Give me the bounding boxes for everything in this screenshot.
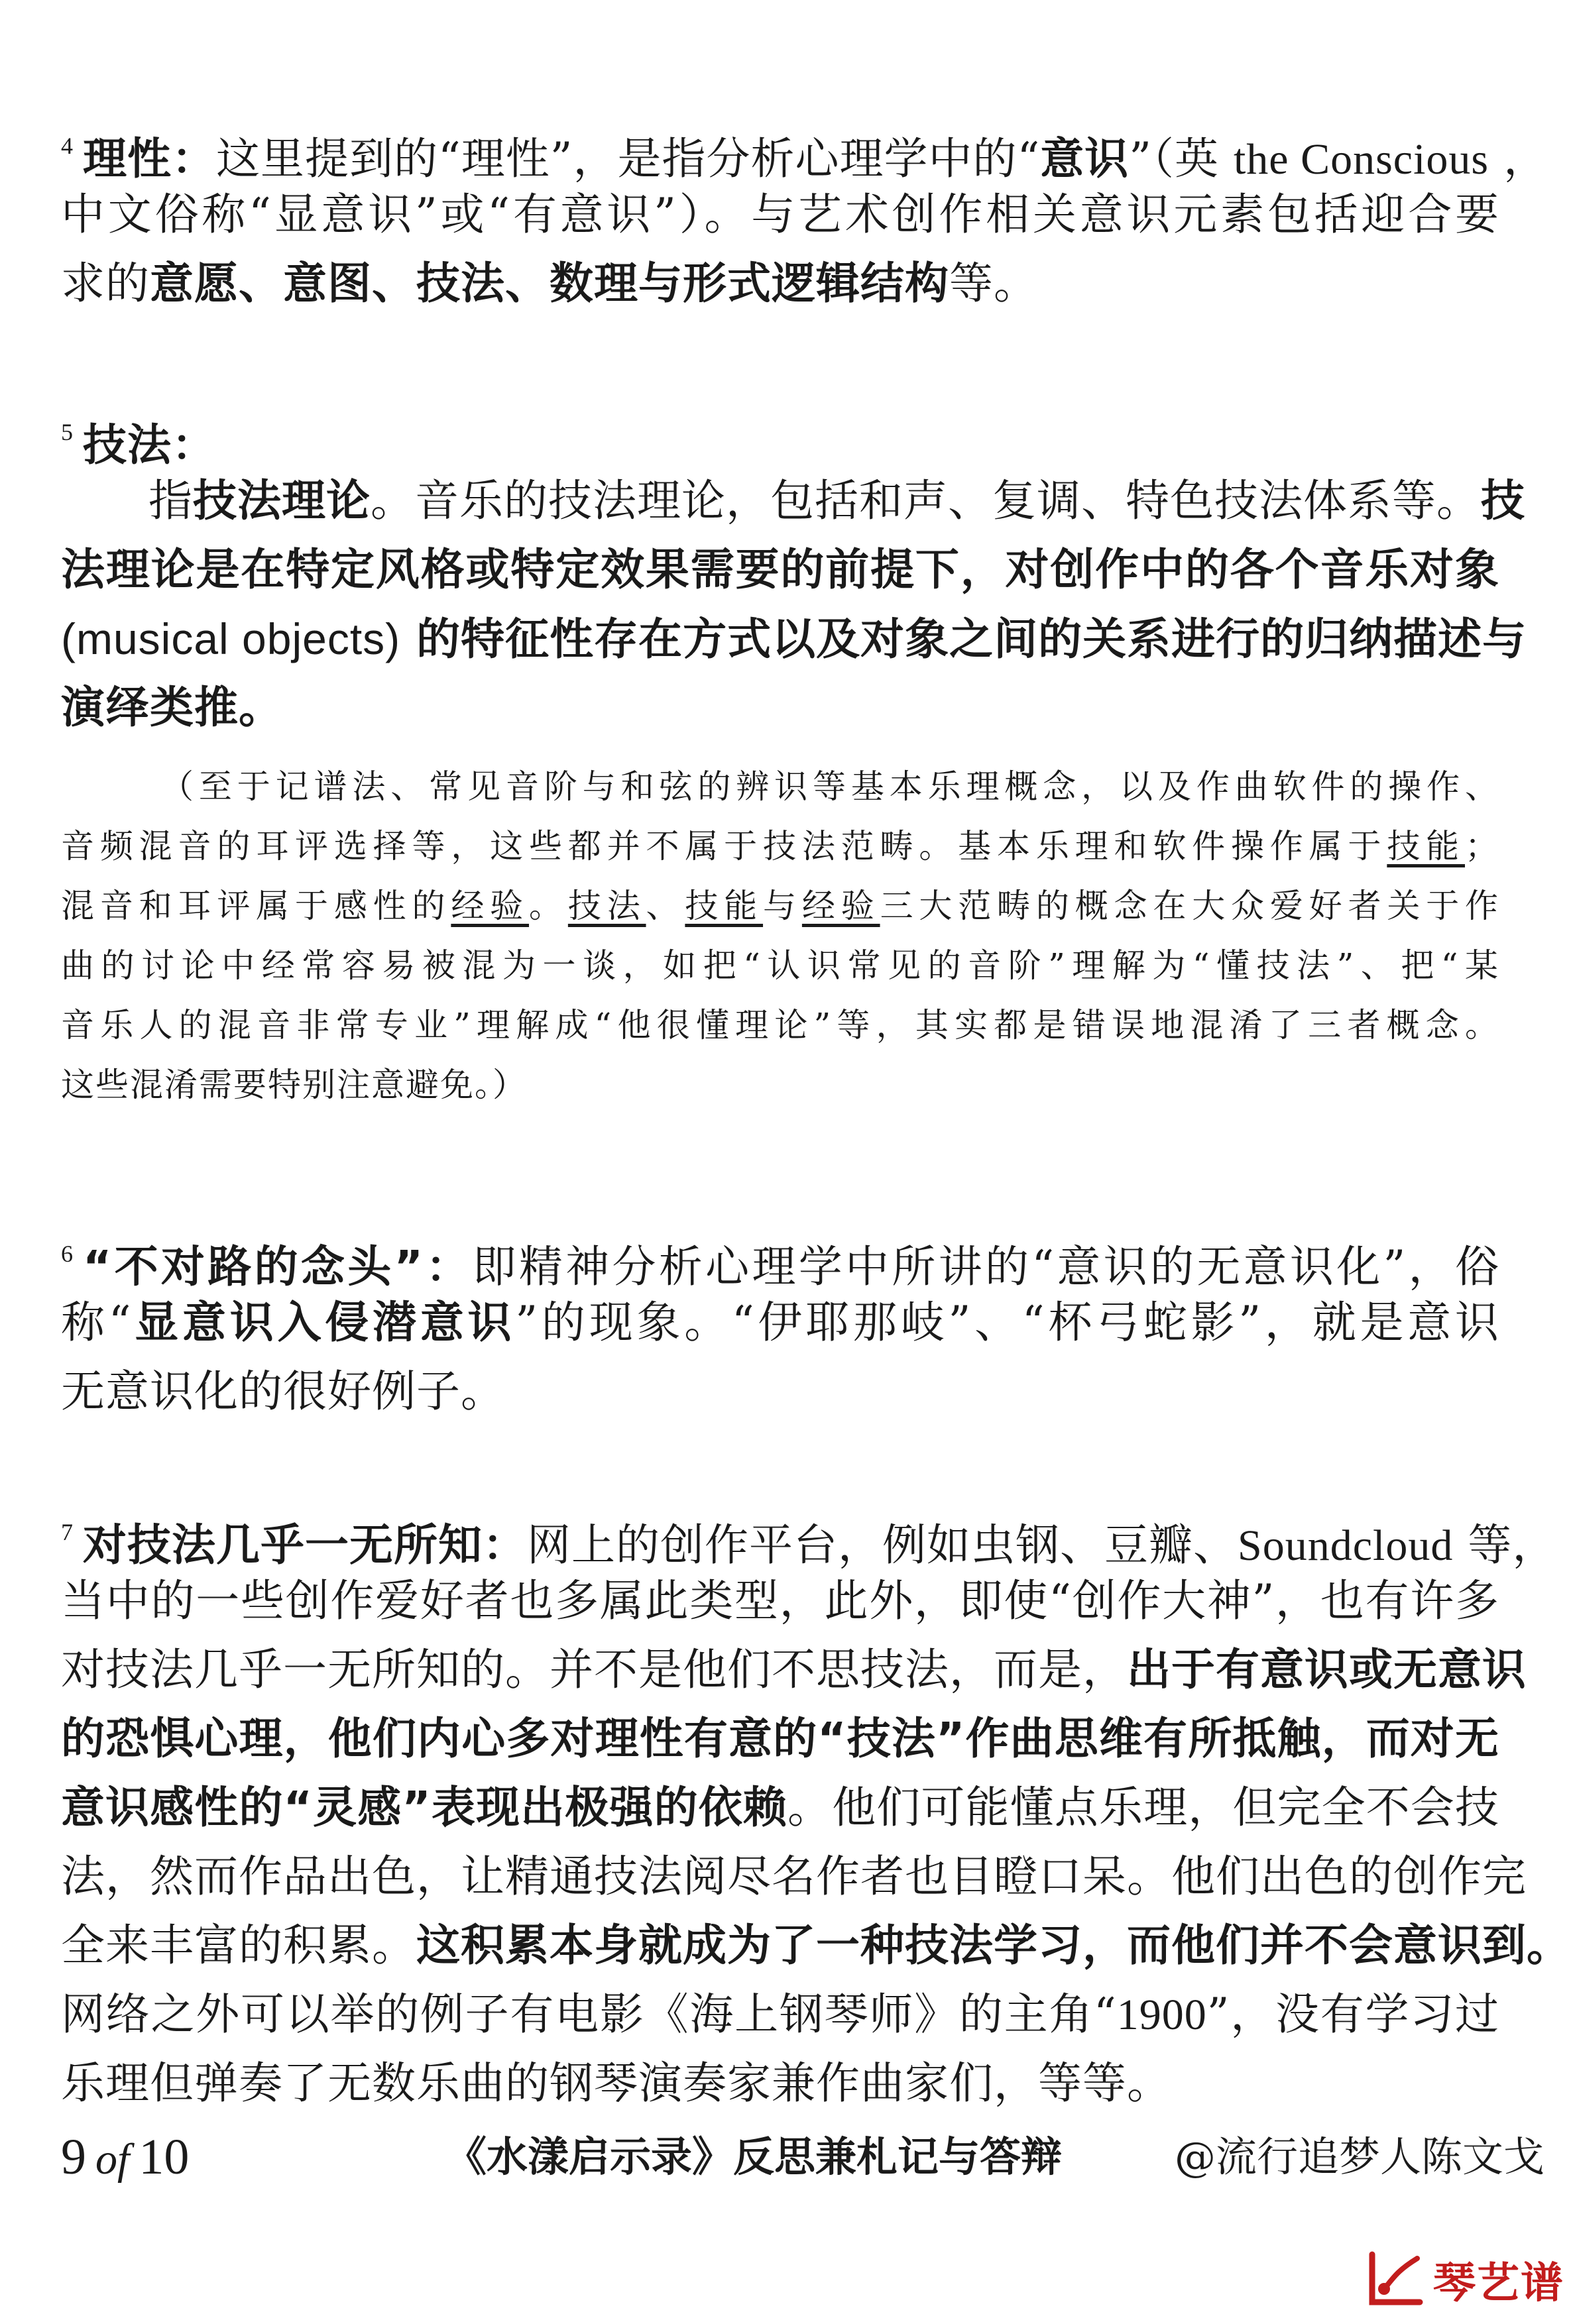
note-line <box>61 467 1525 535</box>
bold-run: 的特征性存在方式以及对象之间的关系进行的归纳描述与 <box>400 614 1527 665</box>
music-note-logo-icon <box>1366 2249 1426 2310</box>
note-line: 法，然而作品出色，让精通技法阅尽名作者也目瞪口呆。他们出色的创作完 <box>61 1851 1527 1902</box>
bold-run: 意识 <box>1040 133 1130 184</box>
note-line: 乐理但弹奏了无数乐曲的钢琴演奏家兼作曲家们，等等。 <box>61 2058 1171 2109</box>
note-line: 中文俗称“显意识”或“有意识”）。与艺术创作相关意识元素包括迎合要 <box>61 189 1499 240</box>
bold-run: 显意识入侵潜意识 <box>131 1297 516 1348</box>
bold-run: 技法理论 <box>193 475 371 526</box>
note-heading-line <box>61 398 1499 470</box>
text-run: 对技法几乎一无所知的。并不是他们不思技法，而是， <box>61 1644 1127 1695</box>
text-run: ， <box>1489 133 1548 184</box>
text-run: 这里提到的“理性”，是指分析心理学中的“ <box>216 133 1041 184</box>
text-run: 即精神分析心理学中所讲的“意识的无意识化”，俗 <box>472 1241 1499 1292</box>
bold-run: 这积累本身就成为了一种技法学习，而他们并不会意识到。 <box>416 1920 1571 1971</box>
page-footer <box>61 2121 1545 2193</box>
aside-parenthetical <box>61 757 1499 1115</box>
footnote-number: 5 <box>61 419 74 445</box>
text-run: 求的 <box>61 258 150 309</box>
term-heading: 技法： <box>83 419 216 470</box>
term-heading: 对技法几乎一无所知： <box>83 1520 527 1571</box>
note-line <box>61 1288 1499 1357</box>
underlined-term: 经验 <box>451 887 530 925</box>
text-run: 网络之外可以举的例子有电影《海上钢琴师》的主角“ <box>61 1989 1117 2040</box>
author-handle: @流行追梦人陈文戈 <box>1175 2132 1545 2181</box>
text-run: 、 <box>646 887 685 925</box>
aside-line <box>61 876 1499 936</box>
footnote-6 <box>61 1219 1499 1426</box>
note-line: 无意识化的很好例子。 <box>61 1366 505 1417</box>
total-pages: 10 <box>139 2129 190 2185</box>
current-page: 9 <box>61 2129 86 2185</box>
note-line <box>61 1635 1527 1704</box>
watermark-text: 琴艺谱 <box>1433 2259 1564 2308</box>
aside-line: 这些混淆需要特别注意避免。） <box>61 1066 527 1104</box>
bold-run: 意愿、意图、技法、数理与形式逻辑结构 <box>150 258 949 309</box>
bold-run: 出于有意识或无意识 <box>1127 1644 1527 1695</box>
underlined-term: 技能 <box>1387 827 1466 865</box>
text-run: 全来丰富的积累。 <box>61 1920 416 1971</box>
footnote-7 <box>61 1498 1571 2118</box>
text-run: 与 <box>763 887 802 925</box>
aside-line: 曲的讨论中经常容易被混为一谈，如把“认识常见的音阶”理解为“懂技法”、把“某 <box>61 946 1499 985</box>
latin-run: the Conscious <box>1233 135 1489 184</box>
bold-run: 技 <box>1481 475 1525 526</box>
note-line <box>61 1773 1499 1842</box>
text-run: ”（英 <box>1129 133 1234 184</box>
footnote-number: 6 <box>61 1241 74 1267</box>
aside-line: 音乐人的混音非常专业”理解成“他很懂理论”等，其实都是错误地混淆了三者概念。 <box>61 1006 1499 1044</box>
note-line: 的恐惧心理，他们内心多对理性有意的“技法”作曲思维有所抵触，而对无 <box>61 1713 1499 1764</box>
aside-line: （至于记谱法、常见音阶与和弦的辨识等基本乐理概念，以及作曲软件的操作、 <box>160 767 1499 806</box>
latin-run: Soundcloud <box>1238 1522 1454 1570</box>
page-number <box>61 2121 189 2196</box>
note-line <box>61 1219 1499 1292</box>
footnote-number: 7 <box>61 1519 74 1545</box>
underlined-term: 技能 <box>685 887 764 925</box>
note-line <box>61 111 1548 184</box>
site-watermark <box>1366 2246 1564 2313</box>
text-run: 等， <box>1453 1520 1557 1571</box>
term-heading: “不对路的念头”： <box>83 1241 473 1292</box>
text-run: 混音和耳评属于感性的 <box>61 887 451 925</box>
text-run: 。音乐的技法理论，包括和声、复调、特色技法体系等。 <box>371 475 1481 526</box>
text-run: 指 <box>148 475 193 526</box>
text-run: 音频混音的耳评选择等，这些都并不属于技法范畴。基本乐理和软件操作属于 <box>61 827 1387 865</box>
underlined-term: 技法 <box>567 887 646 925</box>
aside-line <box>61 816 1499 876</box>
note-line: 演绎类推。 <box>61 682 283 733</box>
footnote-5 <box>61 398 1527 1115</box>
note-line <box>61 1911 1571 1980</box>
note-line <box>61 249 1499 318</box>
document-title: 《水漾启示录》反思兼札记与答辩 <box>445 2132 1063 2181</box>
text-run: 等。 <box>949 258 1038 309</box>
latin-run: (musical objects) <box>61 614 401 663</box>
page-of-label: of <box>95 2135 130 2184</box>
note-line <box>61 604 1527 673</box>
term-heading: 理性： <box>83 133 216 184</box>
latin-run: 1900 <box>1116 1991 1207 2039</box>
text-run: 称“ <box>61 1297 132 1348</box>
note-line <box>61 1498 1557 1571</box>
underlined-term: 经验 <box>801 887 880 925</box>
text-run: ”的现象。“伊耶那岐”、“杯弓蛇影”，就是意识 <box>515 1297 1499 1348</box>
bold-run: 意识感性的“灵感”表现出极强的依赖 <box>61 1782 788 1833</box>
text-run: ； <box>1465 827 1500 865</box>
note-line: 法理论是在特定风格或特定效果需要的前提下，对创作中的各个音乐对象 <box>61 544 1499 595</box>
footnote-4 <box>61 111 1548 318</box>
note-line <box>61 1980 1499 2049</box>
text-run: 。他们可能懂点乐理，但完全不会技 <box>787 1782 1500 1833</box>
text-run: 三大范畴的概念在大众爱好者关于作 <box>880 887 1500 925</box>
note-line: 当中的一些创作爱好者也多属此类型，此外，即使“创作大神”，也有许多 <box>61 1575 1499 1626</box>
text-run: ”，没有学习过 <box>1206 1989 1499 2040</box>
footnote-number: 4 <box>61 133 74 159</box>
text-run: 网上的创作平台，例如虫钢、豆瓣、 <box>527 1520 1238 1571</box>
text-run: 。 <box>529 887 568 925</box>
